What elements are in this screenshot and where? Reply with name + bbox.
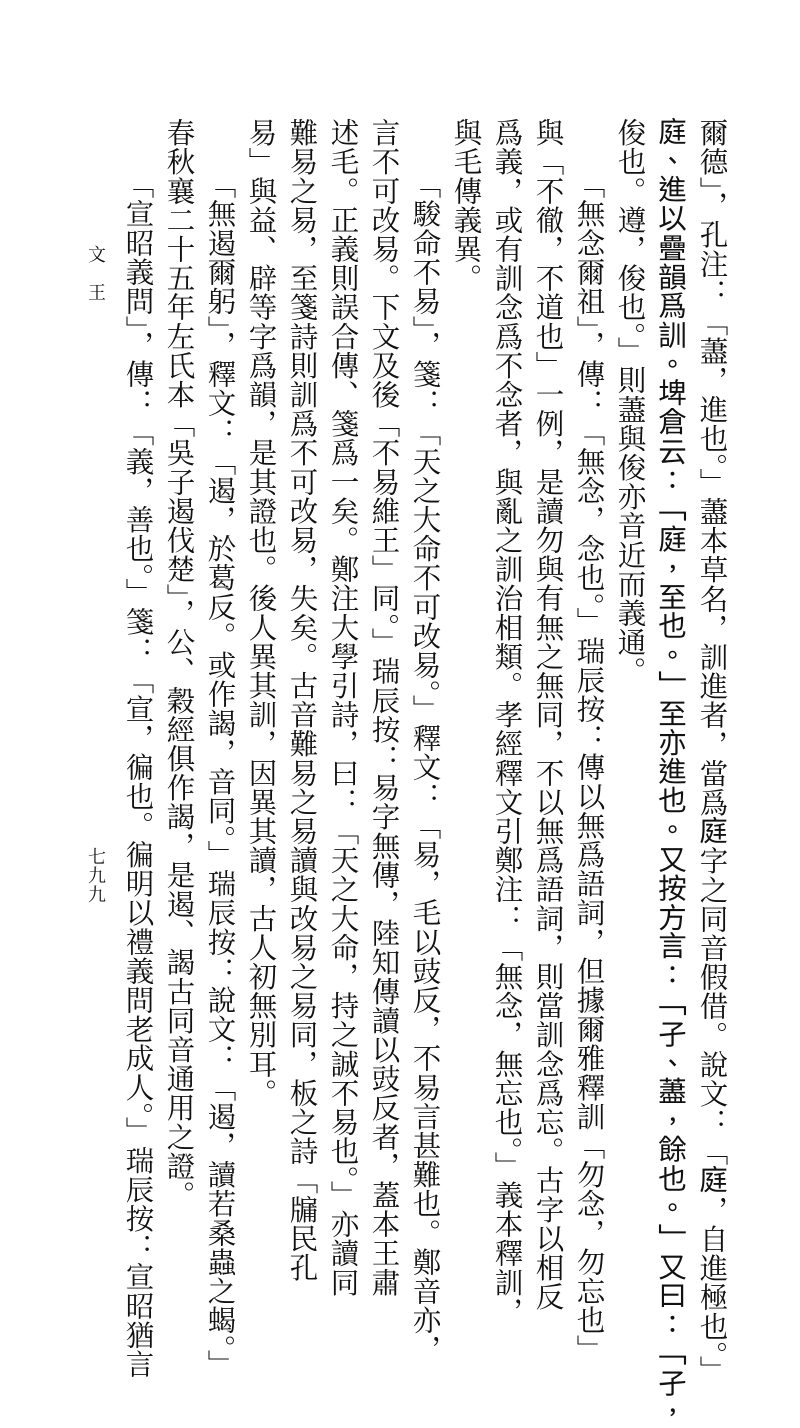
- text-column-3: 俊也。遵，俊也。」則藎與俊亦音近而義通。: [613, 118, 647, 686]
- text-column-15: 「宣昭義問」，傳：「義，善也。」箋：「宣，徧也。徧明以禮義問老成人。」瑞辰按：宣昭猶言: [121, 170, 155, 1379]
- text-column-8: 「駿命不易」，箋：「天之大命不可改易。」釋文：「易，毛以豉反，不易言甚難也。鄭音亦，: [408, 170, 442, 1364]
- text-column-14: 春秋襄二十五年左氏本「吳子遏伐楚」，公、穀經俱作謁，是遏、謁古同音通用之證。: [162, 118, 196, 1210]
- text-column-2: 𨓍、進以疊韻爲訓。埤倉云：「𨓍，至也。」至亦進也。又按方言：「孑、藎，餘也。」又曰：「孑，: [654, 118, 688, 1428]
- text-column-12: 易」與益、辟等字爲韻，是其證也。後人異其訓，因異其讀，古人初無別耳。: [244, 118, 278, 1108]
- text-column-4: 「無念爾祖」，傳：「無念，念也。」瑞辰按：傳以無爲語詞，但據爾雅釋訓「勿念，勿忘也」: [572, 170, 606, 1364]
- text-column-13: 「無遏爾躬」，釋文：「遏，於葛反。或作謁，音同。」瑞辰按：說文：「遏，讀若桑蟲之蝎。」: [203, 170, 237, 1379]
- text-column-1: 爾德」，孔注：「藎，進也。」藎本草名，訓進者，當爲𨓍字之同音假借。說文：「𨓍，自進極也。」: [695, 118, 729, 1385]
- text-column-7: 與毛傳義異。: [449, 118, 483, 293]
- text-column-9: 言不可改易。下文及後「不易維王」同。」瑞辰按：易字無傳，陸知傳讀以豉反者，蓋本王肅: [367, 118, 401, 1297]
- text-column-5: 與「不徹，不道也」一例，是讀勿與有無之無同，不以無爲語詞，則當訓念爲忘。古字以相反: [531, 118, 565, 1312]
- text-column-11: 難易之易，至箋詩則訓爲不可改易，失矣。古音難易之易讀與改易之易同，板之詩「牖民孔: [285, 118, 319, 1282]
- page-number: 七九九: [85, 847, 106, 904]
- text-column-10: 述毛。正義則誤合傳、箋爲一矣。鄭注大學引詩，曰：「天之大命，持之誠不易也。」亦讀同: [326, 118, 360, 1297]
- running-title: 文王: [85, 245, 106, 321]
- text-column-6: 爲義，或有訓念爲不念者，與亂之訓治相類。孝經釋文引鄭注：「無念，無忘也。」義本釋訓，: [490, 118, 524, 1326]
